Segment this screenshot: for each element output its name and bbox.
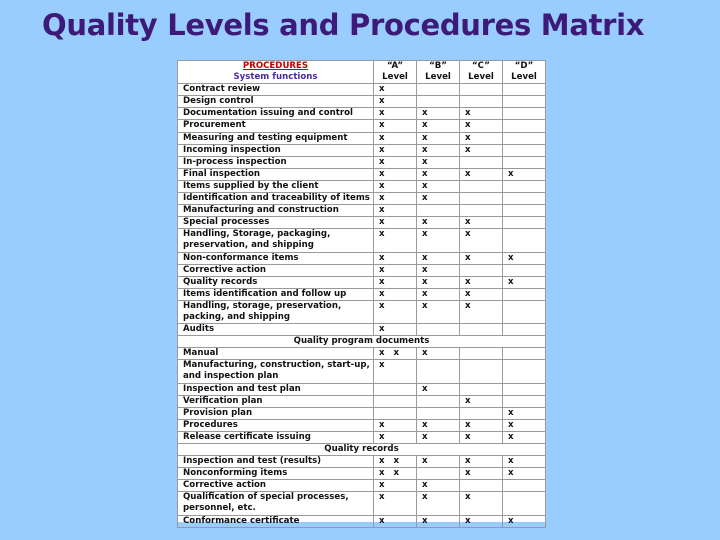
level-mark: x [417, 108, 460, 120]
table-row [178, 468, 546, 480]
level-mark [503, 229, 546, 252]
level-mark [503, 217, 546, 229]
level-mark: x [374, 419, 417, 431]
table-row [178, 431, 546, 443]
level-mark: x [460, 144, 503, 156]
procedure-name: Procurement [178, 120, 374, 132]
level-mark: x x [374, 468, 417, 480]
header-level-a: “A” Level [374, 61, 417, 84]
procedures-matrix [177, 60, 546, 526]
section-row [178, 336, 546, 348]
table-row [178, 108, 546, 120]
table-row [178, 168, 546, 180]
level-mark: x [503, 515, 546, 527]
level-mark [503, 300, 546, 323]
procedure-name: Manufacturing, construction, start-up, and inspection plan [178, 360, 374, 383]
level-mark [417, 468, 460, 480]
level-mark: x [374, 300, 417, 323]
table-row [178, 276, 546, 288]
level-mark: x [374, 180, 417, 192]
level-mark [460, 348, 503, 360]
header-row [178, 61, 546, 84]
level-mark [417, 395, 460, 407]
level-mark [460, 360, 503, 383]
level-mark: x [374, 515, 417, 527]
level-mark: x [417, 252, 460, 264]
level-mark: x [460, 217, 503, 229]
procedure-name: Incoming inspection [178, 144, 374, 156]
procedure-name: Measuring and testing equipment [178, 132, 374, 144]
procedure-name: Audits [178, 324, 374, 336]
level-mark: x [417, 431, 460, 443]
level-mark [374, 395, 417, 407]
level-mark: x [460, 229, 503, 252]
level-mark: x [460, 252, 503, 264]
level-mark: x [417, 193, 460, 205]
header-procedures: PROCEDURES [242, 61, 309, 71]
level-mark [417, 96, 460, 108]
level-mark: x [460, 132, 503, 144]
table-row [178, 217, 546, 229]
level-mark: x [460, 419, 503, 431]
level-mark: x x [374, 456, 417, 468]
level-mark [503, 480, 546, 492]
table-row [178, 383, 546, 395]
level-mark: x [374, 96, 417, 108]
level-mark: x x [374, 348, 417, 360]
table-row [178, 324, 546, 336]
table-row [178, 300, 546, 323]
procedure-name: Non-conformance items [178, 252, 374, 264]
matrix-table [177, 60, 546, 528]
level-mark [374, 383, 417, 395]
level-mark [460, 407, 503, 419]
level-mark: x [417, 515, 460, 527]
procedure-name: Nonconforming items [178, 468, 374, 480]
table-row [178, 193, 546, 205]
level-mark [503, 324, 546, 336]
header-procedures-cell [178, 61, 374, 84]
level-mark [460, 180, 503, 192]
level-mark: x [460, 468, 503, 480]
procedure-name: Corrective action [178, 480, 374, 492]
header-level-c: “C” Level [460, 61, 503, 84]
procedure-name: Conformance certificate [178, 515, 374, 527]
procedure-name: Release certificate issuing [178, 431, 374, 443]
level-mark: x [460, 120, 503, 132]
level-mark: x [417, 288, 460, 300]
level-mark [503, 264, 546, 276]
level-mark [503, 96, 546, 108]
table-row [178, 229, 546, 252]
level-mark: x [374, 360, 417, 383]
level-mark [460, 324, 503, 336]
table-row [178, 288, 546, 300]
table-row [178, 180, 546, 192]
level-mark: x [417, 144, 460, 156]
level-mark [374, 407, 417, 419]
level-mark: x [503, 431, 546, 443]
level-mark [460, 84, 503, 96]
level-mark [460, 96, 503, 108]
level-mark [503, 205, 546, 217]
table-row [178, 360, 546, 383]
level-mark: x [374, 264, 417, 276]
level-mark [460, 480, 503, 492]
level-mark [460, 156, 503, 168]
level-mark [503, 144, 546, 156]
header-system-functions: System functions [233, 72, 318, 83]
header-level-b: “B” Level [417, 61, 460, 84]
level-mark: x [460, 288, 503, 300]
level-mark: x [417, 156, 460, 168]
level-mark [503, 395, 546, 407]
page-title: Quality Levels and Procedures Matrix [42, 8, 645, 42]
table-row [178, 144, 546, 156]
level-mark: x [503, 168, 546, 180]
level-mark: x [460, 456, 503, 468]
level-mark: x [460, 395, 503, 407]
level-mark: x [417, 132, 460, 144]
procedure-name: Special processes [178, 217, 374, 229]
procedure-name: Handling, storage, preservation, packing, and shipping [178, 300, 374, 323]
procedure-name: Manual [178, 348, 374, 360]
level-mark: x [460, 108, 503, 120]
level-mark [417, 84, 460, 96]
level-mark: x [417, 456, 460, 468]
level-mark: x [503, 419, 546, 431]
level-mark: x [374, 252, 417, 264]
level-mark: x [374, 288, 417, 300]
level-mark: x [417, 492, 460, 515]
level-mark: x [503, 456, 546, 468]
procedure-name: Procedures [178, 419, 374, 431]
level-mark: x [417, 180, 460, 192]
procedure-name: Inspection and test (results) [178, 456, 374, 468]
level-mark: x [417, 419, 460, 431]
level-mark: x [417, 300, 460, 323]
table-row [178, 120, 546, 132]
level-mark: x [417, 264, 460, 276]
table-row [178, 348, 546, 360]
level-mark: x [374, 84, 417, 96]
procedure-name: In-process inspection [178, 156, 374, 168]
level-mark: x [374, 217, 417, 229]
level-mark [460, 205, 503, 217]
level-mark: x [374, 144, 417, 156]
level-mark: x [374, 229, 417, 252]
procedure-name: Final inspection [178, 168, 374, 180]
table-row [178, 252, 546, 264]
level-mark [460, 383, 503, 395]
level-mark: x [374, 108, 417, 120]
procedure-name: Qualification of special processes, personnel, etc. [178, 492, 374, 515]
procedure-name: Contract review [178, 84, 374, 96]
procedure-name: Items supplied by the client [178, 180, 374, 192]
level-mark [417, 324, 460, 336]
procedure-name: Identification and traceability of items [178, 193, 374, 205]
level-mark [503, 132, 546, 144]
table-row [178, 156, 546, 168]
level-mark [417, 360, 460, 383]
level-mark: x [374, 168, 417, 180]
level-mark [503, 348, 546, 360]
level-mark: x [374, 492, 417, 515]
level-mark: x [374, 431, 417, 443]
level-mark [503, 84, 546, 96]
table-row [178, 132, 546, 144]
procedure-name: Documentation issuing and control [178, 108, 374, 120]
level-mark: x [417, 348, 460, 360]
table-row [178, 419, 546, 431]
level-mark: x [417, 276, 460, 288]
level-mark: x [460, 168, 503, 180]
level-mark: x [460, 300, 503, 323]
procedure-name: Inspection and test plan [178, 383, 374, 395]
procedure-name: Design control [178, 96, 374, 108]
procedure-name: Manufacturing and construction [178, 205, 374, 217]
level-mark: x [503, 468, 546, 480]
table-row [178, 492, 546, 515]
level-mark: x [417, 120, 460, 132]
section-row [178, 444, 546, 456]
level-mark: x [374, 324, 417, 336]
level-mark: x [460, 515, 503, 527]
level-mark [503, 360, 546, 383]
level-mark: x [374, 276, 417, 288]
level-mark: x [374, 205, 417, 217]
procedure-name: Items identification and follow up [178, 288, 374, 300]
level-mark: x [374, 120, 417, 132]
level-mark [503, 156, 546, 168]
level-mark [503, 180, 546, 192]
procedure-name: Provision plan [178, 407, 374, 419]
header-level-d: “D” Level [503, 61, 546, 84]
level-mark: x [417, 383, 460, 395]
level-mark: x [417, 229, 460, 252]
level-mark: x [503, 252, 546, 264]
level-mark: x [503, 276, 546, 288]
table-row [178, 480, 546, 492]
level-mark [503, 108, 546, 120]
level-mark: x [460, 431, 503, 443]
level-mark: x [460, 276, 503, 288]
table-row [178, 395, 546, 407]
level-mark: x [417, 217, 460, 229]
level-mark [503, 492, 546, 515]
level-mark [503, 288, 546, 300]
level-mark: x [417, 480, 460, 492]
table-row [178, 407, 546, 419]
level-mark [417, 205, 460, 217]
table-row [178, 456, 546, 468]
procedure-name: Quality records [178, 276, 374, 288]
level-mark: x [374, 193, 417, 205]
procedure-name: Corrective action [178, 264, 374, 276]
table-row [178, 96, 546, 108]
level-mark [460, 264, 503, 276]
procedure-name: Handling, Storage, packaging, preservation, and shipping [178, 229, 374, 252]
procedure-name: Verification plan [178, 395, 374, 407]
level-mark: x [374, 156, 417, 168]
level-mark [503, 120, 546, 132]
level-mark [503, 193, 546, 205]
level-mark: x [503, 407, 546, 419]
section-title: Quality records [178, 444, 546, 456]
table-row [178, 84, 546, 96]
section-title: Quality program documents [178, 336, 546, 348]
level-mark [460, 193, 503, 205]
level-mark [417, 407, 460, 419]
level-mark [503, 383, 546, 395]
level-mark: x [374, 132, 417, 144]
table-row [178, 205, 546, 217]
table-row [178, 515, 546, 527]
table-row [178, 264, 546, 276]
matrix-body [178, 84, 546, 527]
level-mark: x [460, 492, 503, 515]
level-mark: x [374, 480, 417, 492]
level-mark: x [417, 168, 460, 180]
